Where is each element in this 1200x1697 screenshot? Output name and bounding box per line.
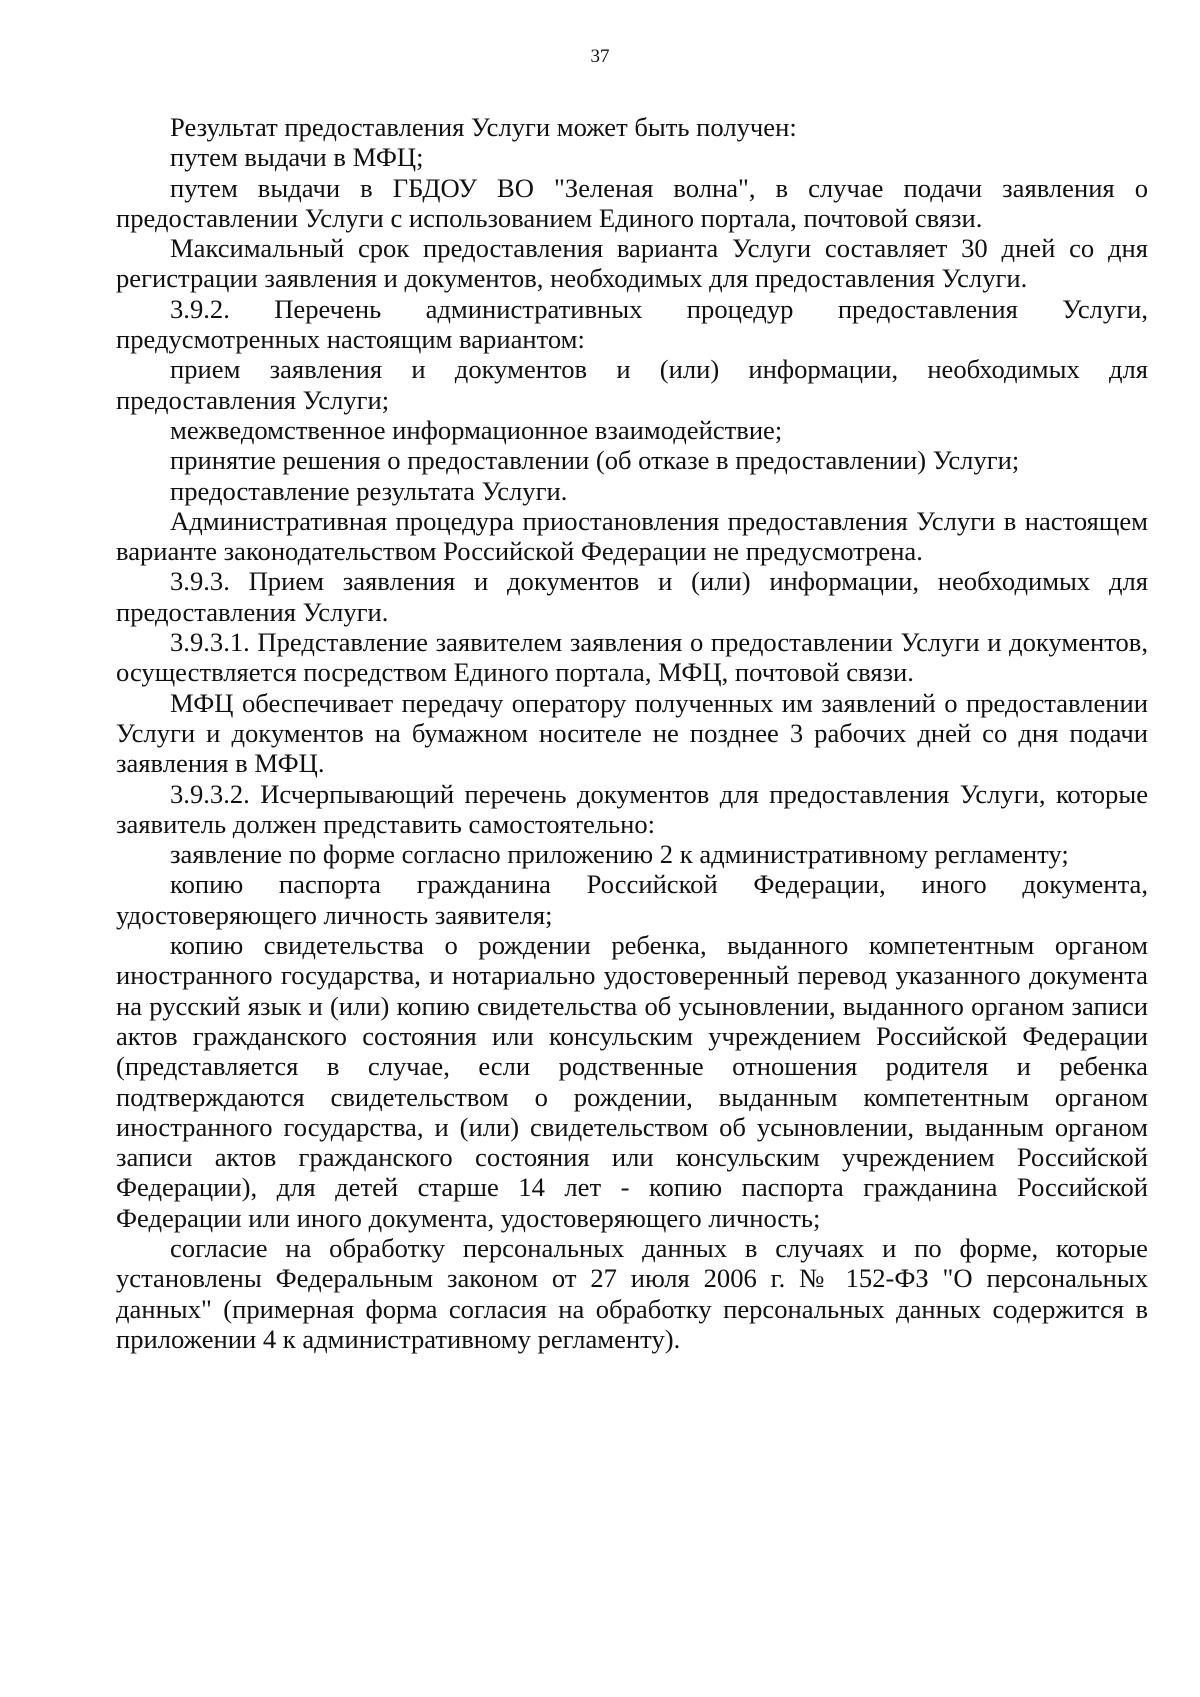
section-3-9-2: 3.9.2. Перечень административных процедур предоставления Услуги, предусмотренных настоящим вариантом: — [116, 293, 1148, 355]
paragraph: МФЦ обеспечивает передачу оператору полученных им заявлений о предоставлении Услуги и документов на бумажном носителе не позднее 3 рабочих дней со дня подачи заявления в МФЦ. — [116, 687, 1148, 779]
paragraph: путем выдачи в МФЦ; — [170, 142, 424, 173]
section-3-9-3: 3.9.3. Прием заявления и документов и (или) информации, необходимых для предоставления Услуги. — [116, 566, 1148, 627]
paragraph: принятие решения о предоставлении (об отказе в предоставлении) Услуги; — [170, 445, 1020, 476]
paragraph: путем выдачи в ГБДОУ ВО "Зеленая волна", в случае подачи заявления о предоставлении Услуги с использованием Единого портала, почтовой связи. — [116, 172, 1148, 233]
paragraph: межведомственное информационное взаимодействие; — [170, 414, 783, 445]
paragraph: заявление по форме согласно приложению 2 к административному регламенту; — [170, 839, 1069, 870]
paragraph: Максимальный срок предоставления варианта Услуги составляет 30 дней со дня регистрации заявления и документов, необходимых для предоставления Услуги. — [116, 233, 1148, 294]
page-number: 37 — [590, 46, 610, 67]
paragraph: согласие на обработку персональных данных в случаях и по форме, которые установлены Федеральным законом от 27 июля 2006 г. № 152-ФЗ "О персональных данных" (примерная форма согласия на обработку персональных данных содержится в приложении 4 к административному регламенту). — [116, 1232, 1148, 1354]
paragraph: Административная процедура приостановления предоставления Услуги в настоящем варианте законодательством Российской Федерации не предусмотрена. — [116, 505, 1148, 567]
paragraph: прием заявления и документов и (или) информации, необходимых для предоставления Услуги; — [116, 354, 1148, 415]
paragraph: предоставление результата Услуги. — [170, 475, 568, 506]
section-3-9-3-2: 3.9.3.2. Исчерпывающий перечень документов для предоставления Услуги, которые заявитель должен представить самостоятельно: — [116, 778, 1148, 839]
document-body — [116, 112, 1148, 1354]
section-3-9-3-1: 3.9.3.1. Представление заявителем заявления о предоставлении Услуги и документов, осуществляется посредством Единого портала, МФЦ, почтовой связи. — [116, 627, 1148, 688]
paragraph: копию паспорта гражданина Российской Федерации, иного документа, удостоверяющего личность заявителя; — [116, 869, 1148, 930]
paragraph: Результат предоставления Услуги может быть получен: — [170, 112, 797, 142]
paragraph: копию свидетельства о рождении ребенка, выданного компетентным органом иностранного государства, и нотариально удостоверенный перевод указанного документа на русский язык и (или) копию свидетельства об усыновлении, выданного органом записи актов гражданского состояния или консульским учреждением Российской Федерации (представляется в случае, если родственные отношения родителя и ребенка подтверждаются свидетельством о рождении, выданным компетентным органом иностранного государства, и (или) свидетельством об усыновлении, выданным органом записи актов гражданского состояния или консульским учреждением Российской Федерации), для детей старше 14 лет - копию паспорта гражданина Российской Федерации или иного документа, удостоверяющего личность; — [116, 930, 1148, 1233]
